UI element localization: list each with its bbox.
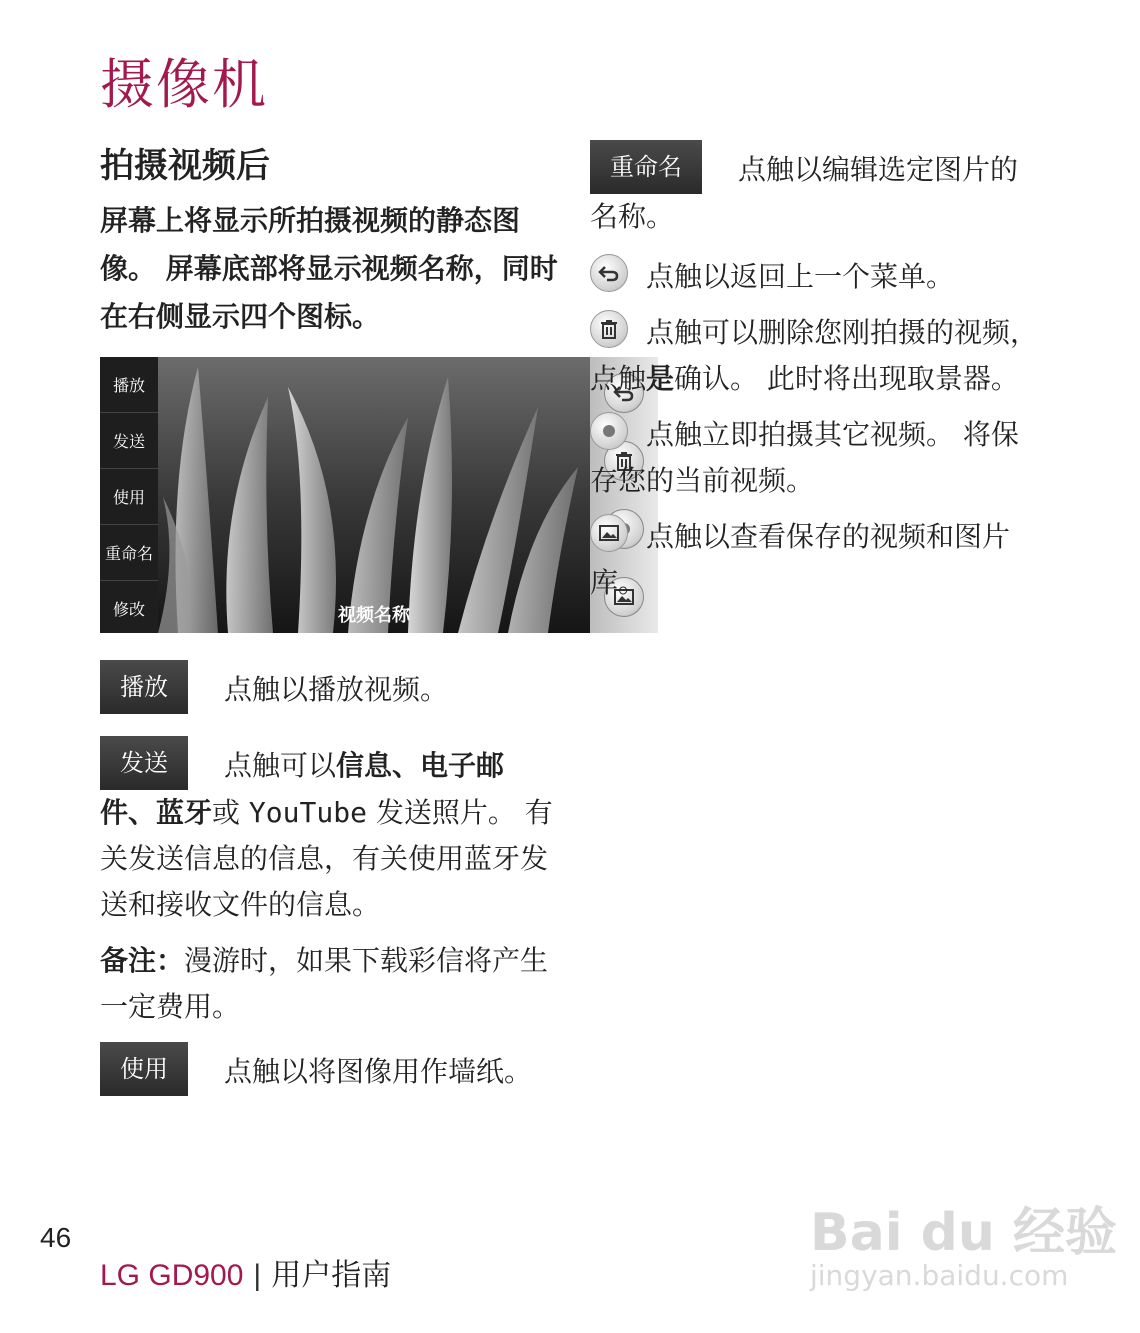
play-text: 点触以播放视频。	[224, 673, 449, 706]
send-desc	[100, 736, 560, 928]
use-desc	[100, 1042, 560, 1096]
model-name: LG GD900	[100, 1259, 244, 1292]
record-text: 点触立即拍摄其它视频。 将保存您的当前视频。	[590, 418, 1019, 497]
back-text: 点触以返回上一个菜单。	[646, 260, 955, 293]
play-tag: 播放	[100, 660, 188, 714]
watermark-brand: Bai du 经验	[810, 1203, 1117, 1263]
send-text-3: 发送照片。 有关发送信息的信息，有关使用蓝牙发送和接收文件的信息。	[100, 796, 553, 921]
page-number: 46	[40, 1222, 72, 1253]
record-icon	[590, 412, 628, 450]
menu-item-send[interactable]: 发送	[100, 413, 158, 469]
footer-separator: |	[253, 1259, 262, 1292]
send-methods: 信息、电子邮件、蓝牙	[100, 749, 505, 829]
watermark	[810, 1190, 1117, 1292]
send-text-2: 或	[212, 796, 249, 829]
menu-item-use[interactable]: 使用	[100, 469, 158, 525]
youtube-label: YouTube	[248, 796, 367, 829]
play-desc	[100, 660, 560, 714]
note-label: 备注：	[100, 944, 185, 977]
section-heading: 拍摄视频后	[100, 146, 270, 186]
use-tag: 使用	[100, 1042, 188, 1096]
back-desc	[590, 254, 1040, 300]
left-column	[100, 138, 560, 341]
delete-text-1: 点触可以删除您刚拍摄的视频，点触	[590, 316, 1039, 395]
screen-menu	[100, 357, 158, 633]
left-descriptions	[100, 660, 560, 1096]
gallery-desc	[590, 514, 1040, 606]
note-text: 漫游时，如果下载彩信将产生一定费用。	[100, 944, 549, 1023]
record-desc	[590, 412, 1040, 504]
trash-icon	[590, 310, 628, 348]
use-text: 点触以将图像用作墙纸。	[224, 1055, 533, 1088]
rename-desc	[590, 140, 1040, 240]
note	[100, 938, 560, 1030]
back-icon	[590, 254, 628, 292]
screenshot-figure	[100, 357, 558, 633]
rename-text: 点触以编辑选定图片的名称。	[590, 153, 1019, 233]
send-tag: 发送	[100, 736, 188, 790]
guide-name: 用户指南	[271, 1259, 392, 1292]
gallery-icon	[590, 514, 628, 552]
menu-item-rename[interactable]: 重命名	[100, 525, 158, 581]
rename-tag: 重命名	[590, 140, 702, 194]
send-text-1: 点触可以	[224, 749, 337, 782]
page-title: 摄像机	[100, 53, 268, 116]
video-still-image	[158, 357, 590, 633]
intro-text: 屏幕上将显示所拍摄视频的静态图像。 屏幕底部将显示视频名称，同时在右侧显示四个图标。	[100, 204, 558, 333]
gallery-text: 点触以查看保存的视频和图片库。	[590, 520, 1011, 599]
delete-desc	[590, 310, 1040, 402]
video-name-caption: 视频名称	[338, 605, 410, 626]
watermark-url: jingyan.baidu.com	[810, 1259, 1069, 1292]
menu-item-play[interactable]: 播放	[100, 357, 158, 413]
delete-yes: 是	[646, 362, 675, 395]
delete-text-2: 确认。 此时将出现取景器。	[674, 362, 1019, 395]
right-column	[590, 140, 1040, 606]
menu-item-edit[interactable]: 修改	[112, 600, 145, 619]
footer	[100, 1250, 391, 1294]
